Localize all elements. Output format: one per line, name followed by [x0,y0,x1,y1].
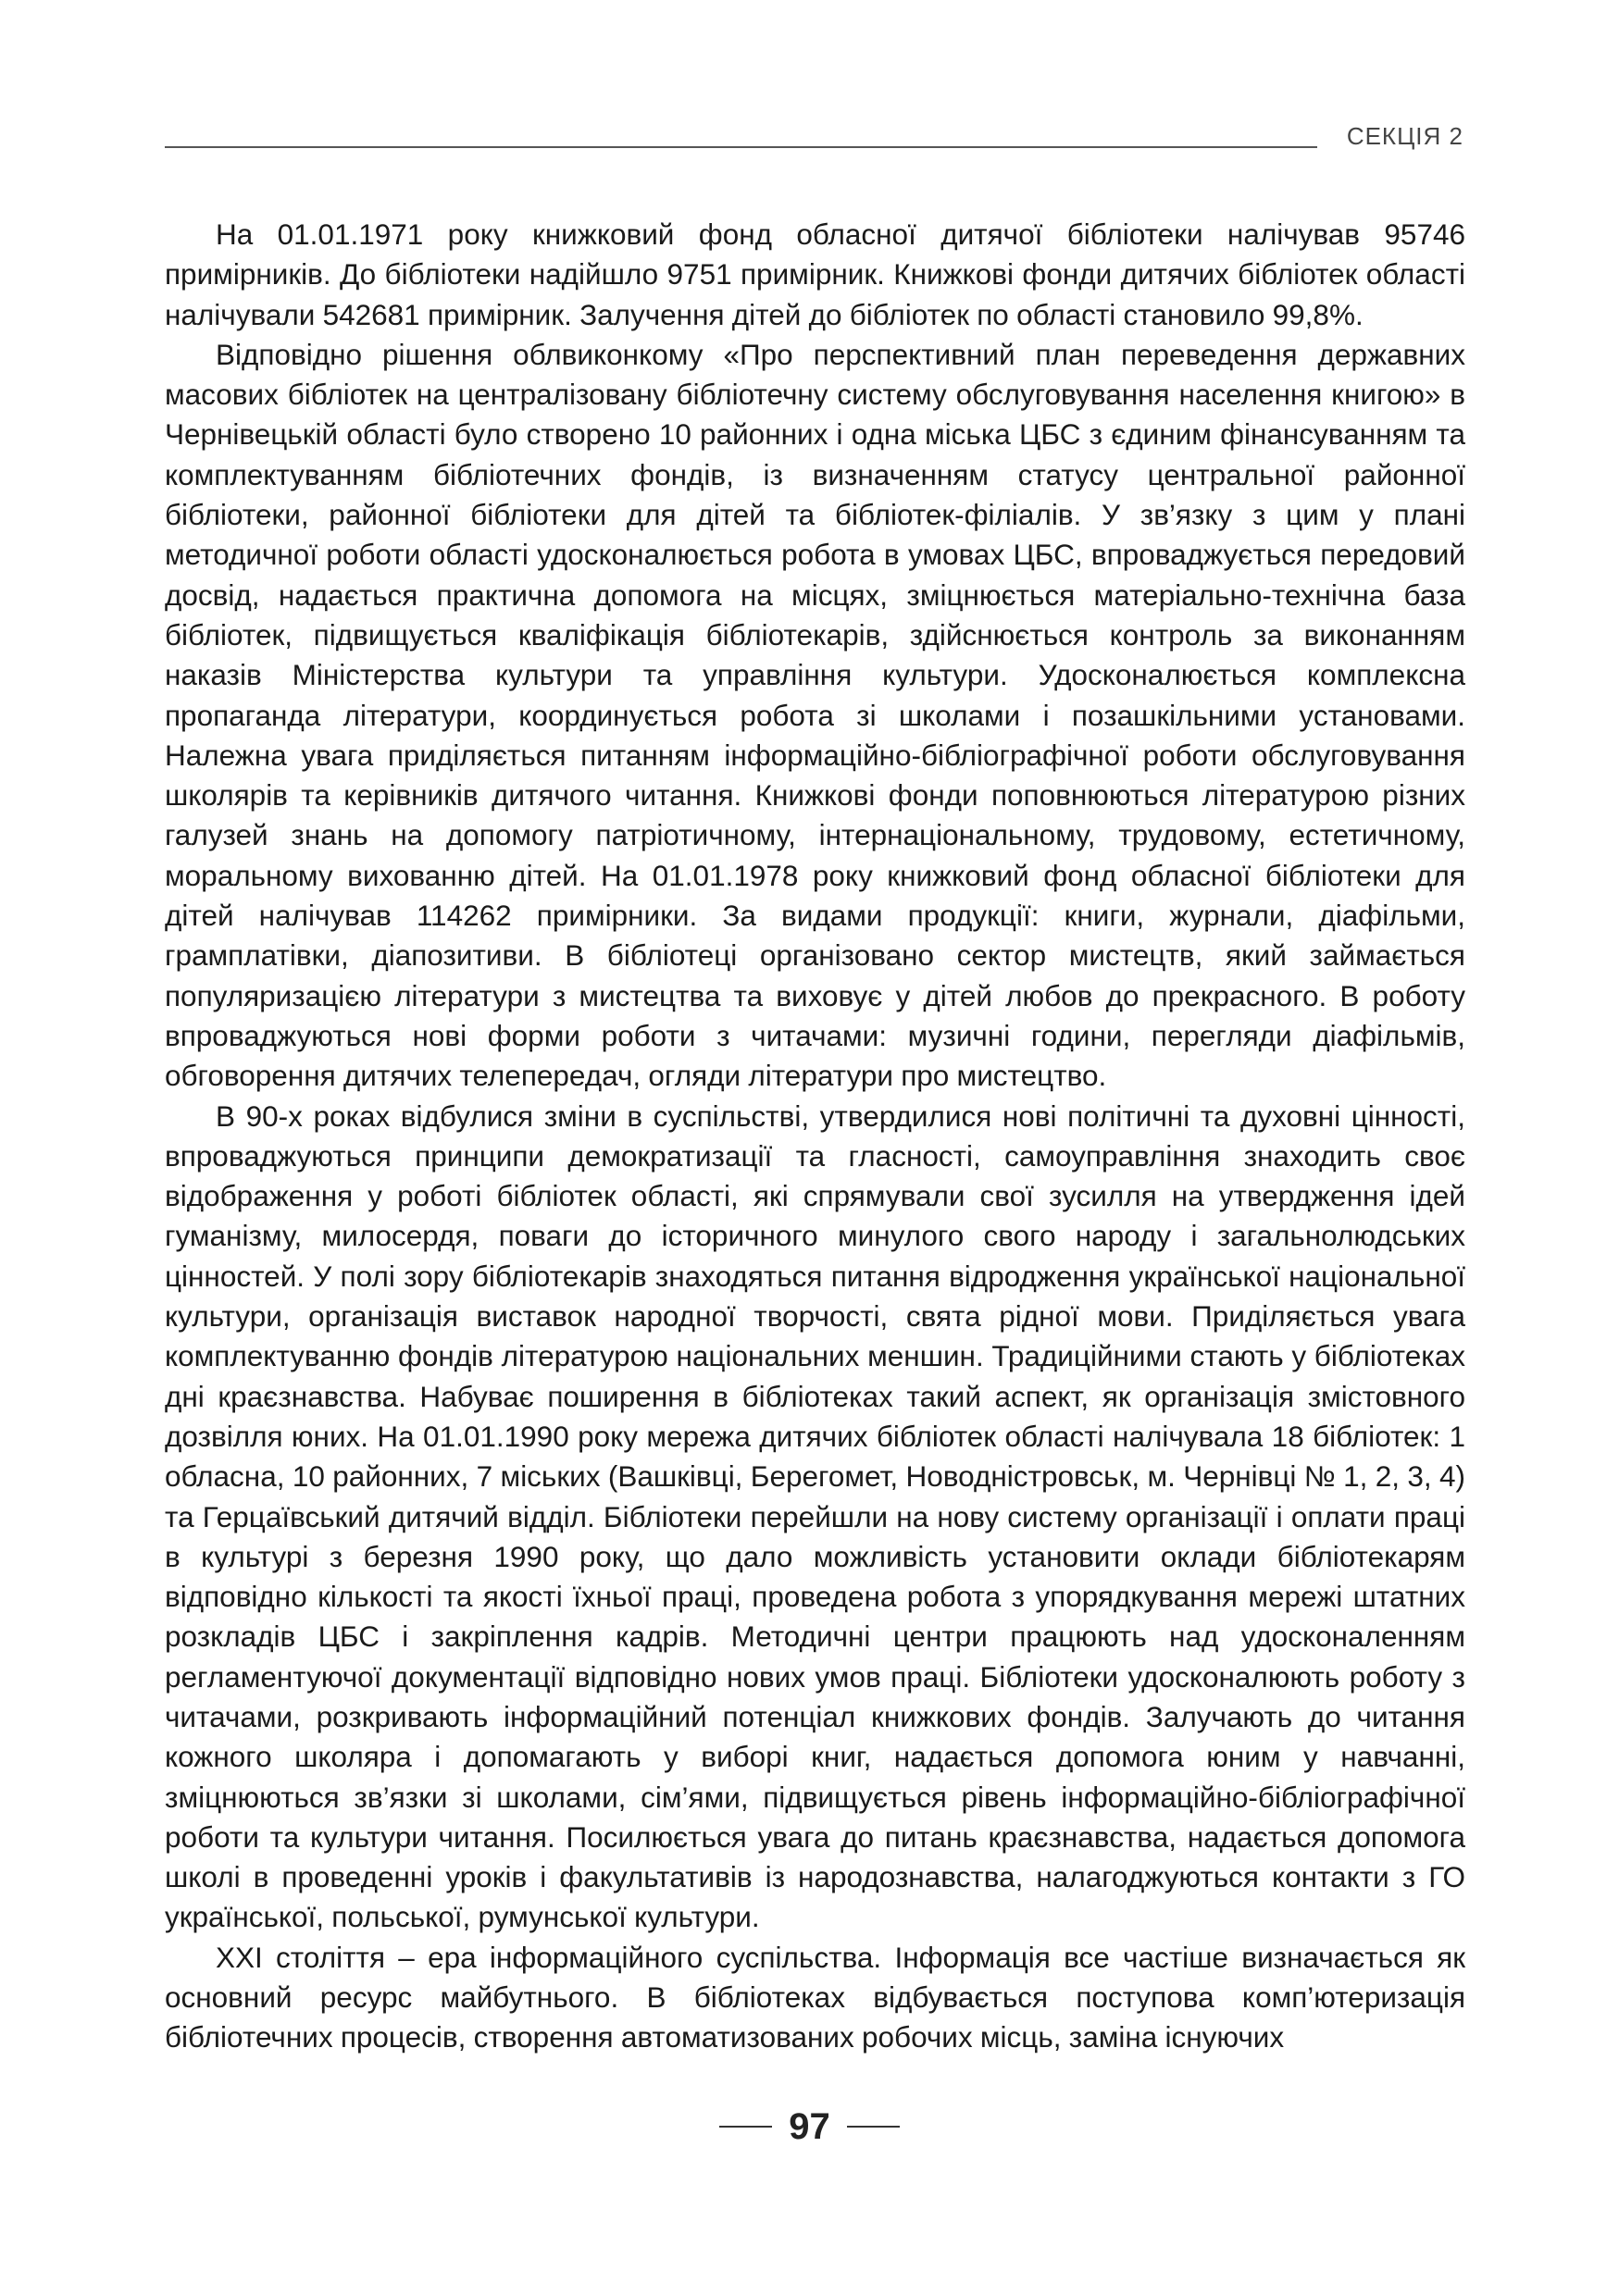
paragraph: На 01.01.1971 року книжковий фонд обласної дитячої бібліотеки налічував 95746 примірників. До бібліотеки надійшло 9751 примірник. Книжкові фонди дитячих бібліотек області налічували 542681 примірник. Залучення дітей до бібліотек по області становило 99,8%. [165,217,1465,331]
running-header [165,118,1463,155]
section-label: СЕКЦІЯ 2 [1346,122,1463,150]
paragraph: XXI століття – ера інформаційного суспільства. Інформація все частіше визначається як основний ресурс майбутнього. В бібліотеках відбувається поступова комп’ютеризація бібліотечних процесів, створення автоматизованих робочих місць, заміна існуючих [165,1940,1465,2054]
page-footer [0,2099,1619,2154]
paragraph: В 90-х роках відбулися зміни в суспільстві, утвердилися нові політичні та духовні цінності, впроваджуються принципи демократизації та гласності, самоуправління знаходить своє відображення у роботі бібліотек області, які спрямували свої зусилля на утвердження ідей гуманізму, милосердя, поваги до історичного минулого свого народу і загальнолюдських цінностей. У полі зору бібліотекарів знаходяться питання відродження української національної культури, організація виставок народної творчості, свята рідної мови. Приділяється увага комплектуванню фондів літературою національних меншин. Традиційними стають у бібліотеках дні краєзнавства. Набуває поширення в бібліотеках такий аспект, як організація змістовного дозвілля юних. На 01.01.1990 року мережа дитячих бібліотек області налічувала 18 бібліотек: 1 обласна, 10 районних, 7 міських (Вашківці, Берегомет, Новодністровськ, м. Чернівці № 1, 2, 3, 4) та Герцаївський дитячий відділ. Бібліотеки перейшли на нову систему організації і оплати праці в культурі з березня 1990 року, що дало можливість установити оклади бібліотекарям відповідно кількості та якості їхньої праці, проведена робота з упорядкування мережі штатних розкладів ЦБС і закріплення кадрів. Методичні центри працюють над удосконаленням регламентуючої документації відповідно нових умов праці. Бібліотеки удосконалюють роботу з читачами, розкривають інформаційний потенціал книжкових фондів. Залучають до читання кожного школяра і допомагають у виборі книг, надається допомога юним у навчанні, зміцнюються зв’язки зі школами, сім’ями, підвищується рівень інформаційно-бібліографічної роботи та культури читання. Посилюється увага до питань краєзнавства, надається допомога школі в проведенні уроків і факультативів із народознавства, налагоджуються контакти з ГО української, польської, румунської культури. [165,1098,1465,1934]
footer-rule-right [847,2126,900,2128]
page-number: 97 [789,2105,830,2147]
body-text [165,215,1465,2058]
paragraph: Відповідно рішення облвиконкому «Про перспективний план переведення державних масових бібліотек на централізовану бібліотечну систему обслуговування населення книгою» в Чернівецькій області було створено 10 районних і одна міська ЦБС з єдиним фінансуванням та комплектуванням бібліотечних фондів, із визначенням статусу центральної районної бібліотеки, районної бібліотеки для дітей та бібліотек-філіалів. У зв’язку з цим у плані методичної роботи області удосконалюється робота в умовах ЦБС, впроваджується передовий досвід, надається практична допомога на місцях, зміцнюється матеріально-технічна база бібліотек, підвищується кваліфікація бібліотекарів, здійснюється контроль за виконанням наказів Міністерства культури та управління культури. Удосконалюється комплексна пропаганда літератури, координується робота зі школами і позашкільними установами. Належна увага приділяється питанням інформаційно-бібліографічної роботи обслуговування школярів та керівників дитячого читання. Книжкові фонди поповнюються літературою різних галузей знань на допомогу патріотичному, інтернаціональному, трудовому, естетичному, моральному вихованню дітей. На 01.01.1978 року книжковий фонд обласної бібліотеки для дітей налічував 114262 примірники. За видами продукції: книги, журнали, діафільми, грамплатівки, діапозитиви. В бібліотеці організовано сектор мистецтв, який займається популяризацією літератури з мистецтва та виховує у дітей любов до прекрасного. В роботу впроваджуються нові форми роботи з читачами: музичні години, перегляди діафільмів, обговорення дитячих телепередач, огляди літератури про мистецтво. [165,337,1465,1093]
footer-rule-left [719,2126,772,2128]
header-rule [165,146,1317,148]
